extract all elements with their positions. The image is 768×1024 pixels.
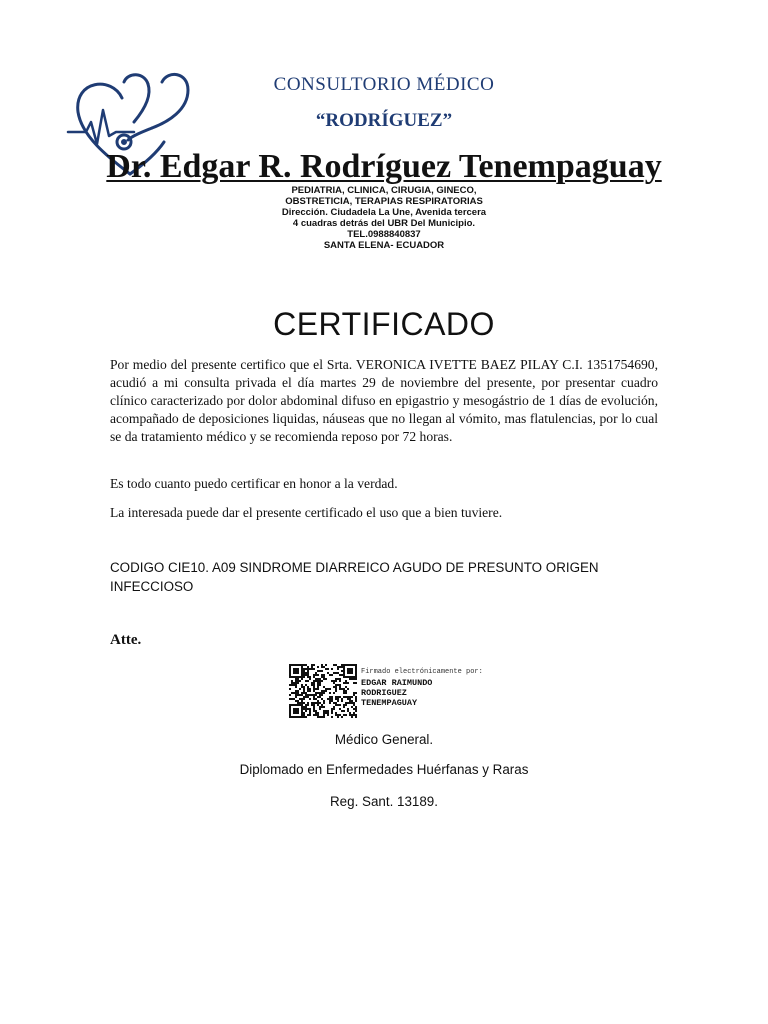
signer-name-line: TENEMPAGUAY: [361, 698, 418, 708]
certificate-paragraph: Por medio del presente certifico que el Srta. VERONICA IVETTE BAEZ PILAY C.I. 1351754690, acudió a mi consulta privada el día martes 29 de noviembre del presente, por presentar cuadro clínico caracterizado por dolor abdominal difuso en epigastrio y mesogástrio de 1 días de evolución, acompañado de deposiciones liquidas, náuseas que no llegan al vómito, mas flatulencias, por lo cual se da tratamiento médico y se recomienda reposo por 72 horas.: [110, 357, 658, 444]
doctor-diploma: Diplomado en Enfermedades Huérfanas y Raras: [239, 762, 529, 777]
address-line: Dirección. Ciudadela La Une, Avenida tercera: [281, 207, 487, 218]
registration-number: Reg. Sant. 13189.: [330, 794, 438, 809]
signature-label: Firmado electrónicamente por:: [361, 668, 483, 676]
phone-line: TEL.0988840837: [347, 229, 421, 240]
qr-code-icon: [289, 664, 357, 718]
signer-name-line: RODRIGUEZ: [361, 688, 407, 698]
document-title: CERTIFICADO: [273, 306, 495, 342]
clinic-name: CONSULTORIO MÉDICO: [273, 74, 495, 95]
doctor-role: Médico General.: [334, 732, 434, 747]
location-line: SANTA ELENA- ECUADOR: [323, 240, 445, 251]
doctor-name: Dr. Edgar R. Rodríguez Tenempaguay: [106, 148, 662, 185]
closing: Atte.: [110, 632, 142, 648]
certificate-statement: Es todo cuanto puedo certificar en honor a la verdad.: [110, 476, 398, 491]
signer-name: [361, 678, 489, 708]
signer-name-line: EDGAR RAIMUNDO: [361, 678, 433, 688]
diagnosis-code: CODIGO CIE10. A09 SINDROME DIARREICO AGUDO DE PRESUNTO ORIGEN INFECCIOSO: [110, 560, 599, 594]
certificate-usage: La interesada puede dar el presente certificado el uso que a bien tuviere.: [110, 505, 503, 520]
address-line: 4 cuadras detrás del UBR Del Municipio.: [292, 218, 476, 229]
specialties-line: OBSTRETICIA, TERAPIAS RESPIRATORIAS: [285, 196, 483, 207]
clinic-surname: “RODRÍGUEZ”: [315, 110, 453, 131]
electronic-signature: [289, 664, 489, 720]
specialties-line: PEDIATRIA, CLINICA, CIRUGIA, GINECO,: [291, 185, 477, 196]
